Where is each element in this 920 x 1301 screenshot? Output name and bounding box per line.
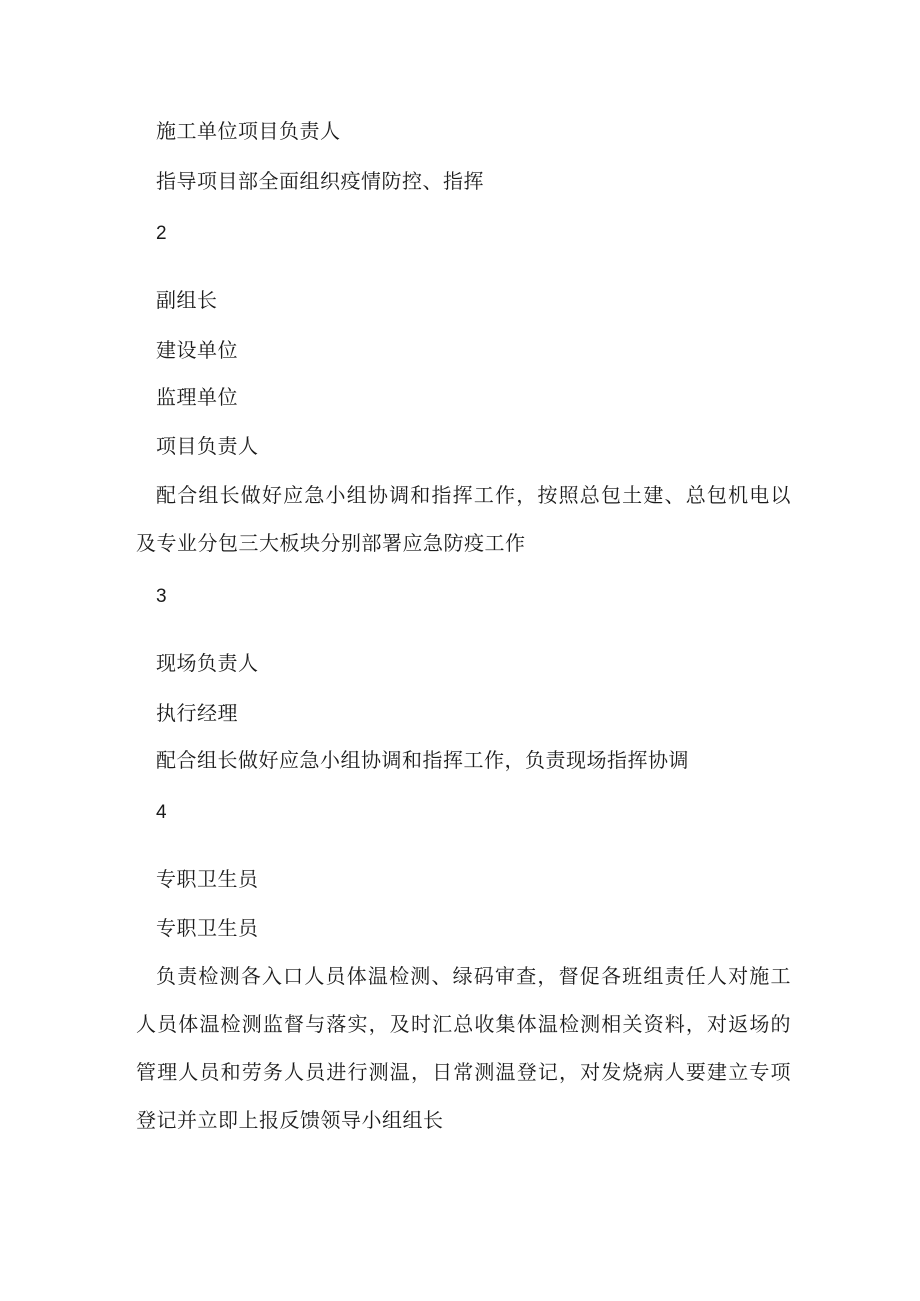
text-executive-manager: 执行经理	[156, 701, 238, 725]
item-number-3: 3	[156, 586, 168, 607]
text-health-officer-role: 专职卫生员	[156, 916, 259, 940]
item-number-4: 4	[156, 802, 168, 823]
text-construction-unit-lead: 施工单位项目负责人	[156, 119, 341, 143]
text-health-officer: 专职卫生员	[156, 867, 259, 891]
text-site-lead: 现场负责人	[156, 651, 259, 675]
text-project-lead: 项目负责人	[156, 434, 259, 458]
text-deputy-duty: 配合组长做好应急小组协调和指挥工作，按照总包土建、总包机电以及专业分包三大板块分别部署应急防疫工作	[136, 483, 791, 555]
text-health-duty: 负责检测各入口人员体温检测、绿码审查，督促各班组责任人对施工人员体温检测监督与落实，及时汇总收集体温检测相关资料，对返场的管理人员和劳务人员进行测温，日常测温登记，对发烧病人要建立专项登记并立即上报反馈领导小组组长	[136, 964, 791, 1132]
text-site-duty: 配合组长做好应急小组协调和指挥工作，负责现场指挥协调	[156, 748, 689, 772]
text-guide-project: 指导项目部全面组织疫情防控、指挥	[156, 169, 484, 193]
item-number-2: 2	[156, 223, 168, 244]
text-deputy-leader: 副组长	[156, 288, 218, 312]
text-supervision-unit: 监理单位	[156, 385, 238, 409]
text-owner-unit: 建设单位	[156, 338, 238, 362]
